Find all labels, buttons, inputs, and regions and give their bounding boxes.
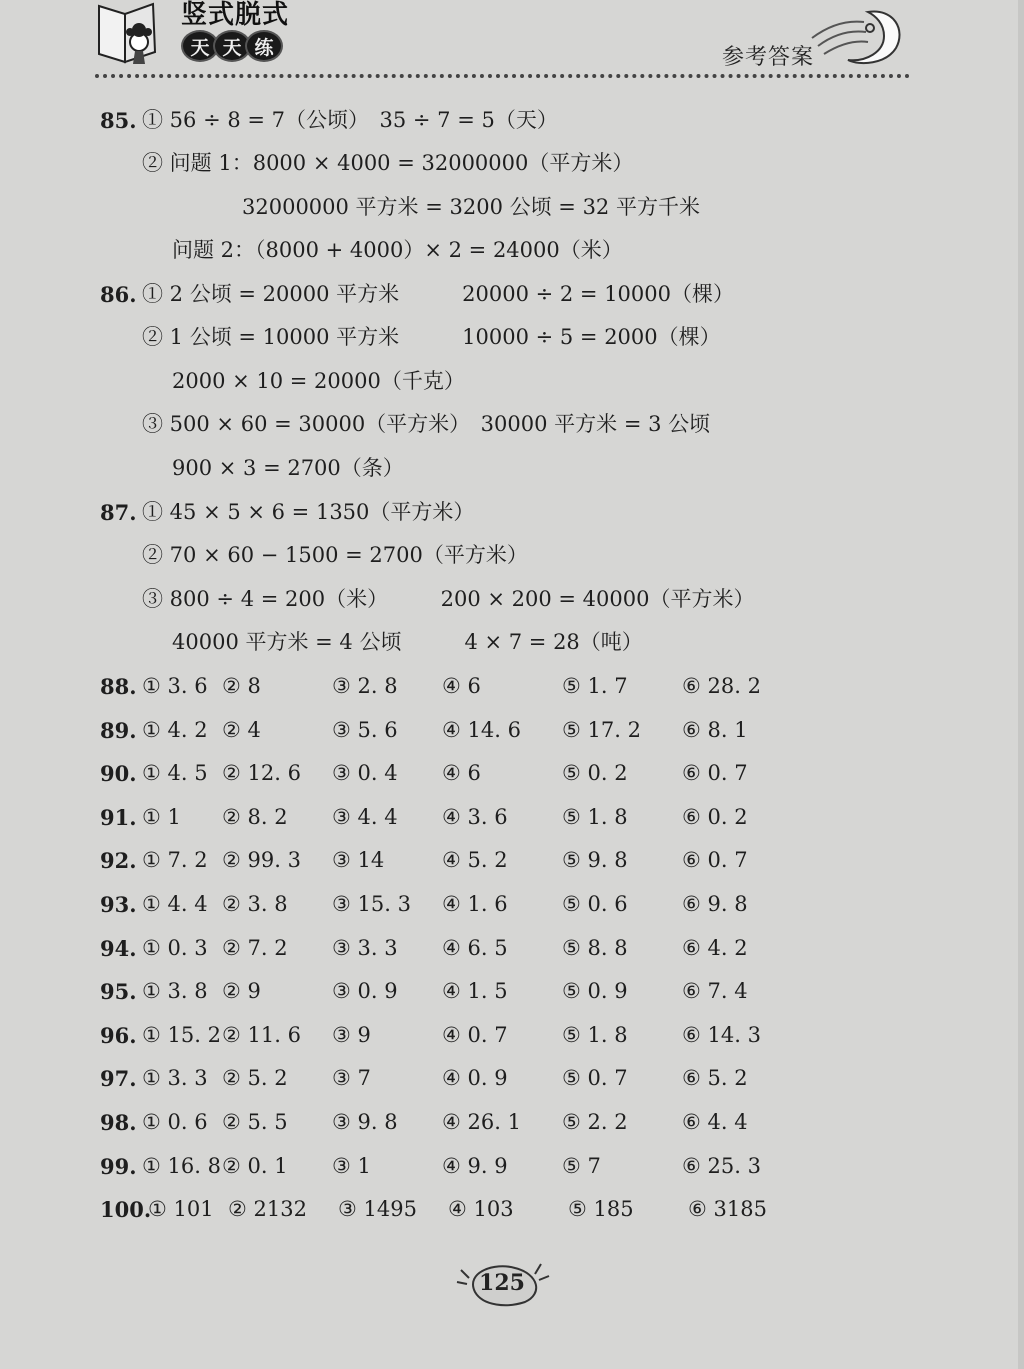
problem-number: 96. xyxy=(100,1023,137,1048)
answer-line: 900 × 3 = 2700（条） xyxy=(172,456,404,480)
answer-line: 问题 2：（8000 + 4000）× 2 = 24000（米） xyxy=(172,238,623,262)
moon-swirl-icon xyxy=(810,4,908,70)
problem-number: 99. xyxy=(100,1154,137,1179)
problem-number: 92. xyxy=(100,848,137,873)
subtitle-badge: 天 xyxy=(213,30,251,62)
answer-line: ③ 500 × 60 = 30000（平方米） 30000 平方米 = 3 公顷 xyxy=(142,412,711,436)
answer-item: ② 5. 5 xyxy=(222,1110,288,1134)
answer-line: 2000 × 10 = 20000（千克） xyxy=(172,369,465,393)
answer-item: ④ 6 xyxy=(442,674,481,698)
answer-line: 32000000 平方米 = 3200 公顷 = 32 平方千米 xyxy=(242,195,700,219)
answer-item: ③ 2. 8 xyxy=(332,674,398,698)
answer-item: ① 3. 6 xyxy=(142,674,208,698)
answer-item: ② 7. 2 xyxy=(222,936,288,960)
problem-number: 86. xyxy=(100,282,137,307)
answer-item: ⑥ 0. 2 xyxy=(682,805,748,829)
answer-item: ② 4 xyxy=(222,718,261,742)
answer-item: ⑤ 1. 8 xyxy=(562,805,628,829)
answer-item: ① 16. 8 xyxy=(142,1154,221,1178)
answer-item: ④ 0. 7 xyxy=(442,1023,508,1047)
answer-item: ③ 5. 6 xyxy=(332,718,398,742)
answer-item: ④ 1. 5 xyxy=(442,979,508,1003)
answer-line: ② 1 公顷 = 10000 平方米 10000 ÷ 5 = 2000（棵） xyxy=(142,325,721,349)
answer-item: ② 9 xyxy=(222,979,261,1003)
answer-item: ④ 26. 1 xyxy=(442,1110,521,1134)
answer-item: ③ 7 xyxy=(332,1066,371,1090)
answer-item: ② 5. 2 xyxy=(222,1066,288,1090)
answer-item: ⑤ 0. 6 xyxy=(562,892,628,916)
answer-item: ① 0. 3 xyxy=(142,936,208,960)
answer-item: ⑥ 0. 7 xyxy=(682,848,748,872)
answer-item: ① 4. 5 xyxy=(142,761,208,785)
answer-item: ① 3. 3 xyxy=(142,1066,208,1090)
answer-line: ② 问题 1：8000 × 4000 = 32000000（平方米） xyxy=(142,151,634,175)
answer-item: ② 12. 6 xyxy=(222,761,301,785)
problem-number: 98. xyxy=(100,1110,137,1135)
problem-number: 91. xyxy=(100,805,137,830)
answer-item: ⑤ 2. 2 xyxy=(562,1110,628,1134)
problem-number: 89. xyxy=(100,718,137,743)
answer-item: ⑤ 9. 8 xyxy=(562,848,628,872)
answer-item: ⑥ 8. 1 xyxy=(682,718,748,742)
answer-item: ⑤ 0. 9 xyxy=(562,979,628,1003)
answer-item: ⑥ 28. 2 xyxy=(682,674,761,698)
header-logo xyxy=(95,0,325,72)
answer-item: ⑤ 1. 8 xyxy=(562,1023,628,1047)
subtitle-badge: 天 xyxy=(181,30,219,62)
answer-item: ④ 6 xyxy=(442,761,481,785)
answer-item: ⑥ 14. 3 xyxy=(682,1023,761,1047)
answer-item: ⑥ 0. 7 xyxy=(682,761,748,785)
answer-item: ① 101 xyxy=(148,1197,214,1221)
problem-number: 95. xyxy=(100,979,137,1004)
answer-item: ① 4. 2 xyxy=(142,718,208,742)
problem-number: 88. xyxy=(100,674,137,699)
answer-item: ② 11. 6 xyxy=(222,1023,301,1047)
answer-line: ① 45 × 5 × 6 = 1350（平方米） xyxy=(142,500,475,524)
answer-item: ⑤ 7 xyxy=(562,1154,601,1178)
answer-item: ⑤ 8. 8 xyxy=(562,936,628,960)
problem-number: 90. xyxy=(100,761,137,786)
answer-item: ③ 1495 xyxy=(338,1197,417,1221)
answer-item: ④ 9. 9 xyxy=(442,1154,508,1178)
answer-item: ① 7. 2 xyxy=(142,848,208,872)
answer-item: ① 4. 4 xyxy=(142,892,208,916)
problem-number: 100. xyxy=(100,1197,152,1222)
book-girl-icon xyxy=(95,0,163,70)
answer-item: ③ 3. 3 xyxy=(332,936,398,960)
answer-item: ② 99. 3 xyxy=(222,848,301,872)
answer-line: ① 56 ÷ 8 = 7（公顷） 35 ÷ 7 = 5（天） xyxy=(142,108,558,132)
answer-item: ③ 9 xyxy=(332,1023,371,1047)
answer-item: ① 3. 8 xyxy=(142,979,208,1003)
answer-item: ③ 4. 4 xyxy=(332,805,398,829)
answer-item: ⑥ 3185 xyxy=(688,1197,767,1221)
problem-number: 97. xyxy=(100,1066,137,1091)
header-divider xyxy=(95,74,910,78)
answer-item: ② 8. 2 xyxy=(222,805,288,829)
answer-item: ⑥ 4. 4 xyxy=(682,1110,748,1134)
answer-item: ② 2132 xyxy=(228,1197,307,1221)
answer-item: ⑤ 0. 2 xyxy=(562,761,628,785)
answer-item: ⑥ 7. 4 xyxy=(682,979,748,1003)
answer-line: ① 2 公顷 = 20000 平方米 20000 ÷ 2 = 10000（棵） xyxy=(142,282,734,306)
answer-item: ③ 0. 9 xyxy=(332,979,398,1003)
answer-item: ④ 0. 9 xyxy=(442,1066,508,1090)
answer-item: ⑥ 9. 8 xyxy=(682,892,748,916)
problem-number: 85. xyxy=(100,108,137,133)
answer-item: ④ 14. 6 xyxy=(442,718,521,742)
problem-number: 94. xyxy=(100,936,137,961)
answer-line: ② 70 × 60 − 1500 = 2700（平方米） xyxy=(142,543,528,567)
problem-number: 87. xyxy=(100,500,137,525)
subtitle-badges xyxy=(181,30,277,62)
section-label: 参考答案 xyxy=(722,45,815,70)
answer-item: ① 0. 6 xyxy=(142,1110,208,1134)
answer-item: ⑤ 17. 2 xyxy=(562,718,641,742)
answer-item: ② 3. 8 xyxy=(222,892,288,916)
answer-item: ① 1 xyxy=(142,805,181,829)
answer-item: ② 0. 1 xyxy=(222,1154,288,1178)
answer-item: ④ 6. 5 xyxy=(442,936,508,960)
page-number: 125 xyxy=(479,1270,525,1296)
answer-item: ③ 0. 4 xyxy=(332,761,398,785)
problem-number: 93. xyxy=(100,892,137,917)
answer-item: ④ 1. 6 xyxy=(442,892,508,916)
page-edge xyxy=(1018,0,1024,1369)
answer-item: ⑥ 4. 2 xyxy=(682,936,748,960)
answer-item: ⑤ 0. 7 xyxy=(562,1066,628,1090)
answer-item: ⑤ 1. 7 xyxy=(562,674,628,698)
subtitle-badge: 练 xyxy=(245,30,283,62)
answer-item: ④ 103 xyxy=(448,1197,514,1221)
answer-item: ③ 14 xyxy=(332,848,385,872)
answer-item: ① 15. 2 xyxy=(142,1023,221,1047)
answer-item: ④ 5. 2 xyxy=(442,848,508,872)
answer-item: ③ 9. 8 xyxy=(332,1110,398,1134)
answer-item: ⑤ 185 xyxy=(568,1197,634,1221)
answer-item: ⑥ 5. 2 xyxy=(682,1066,748,1090)
series-title: 竖式脱式 xyxy=(181,0,290,30)
answer-line: 40000 平方米 = 4 公顷 4 × 7 = 28（吨） xyxy=(172,630,643,654)
answer-item: ③ 1 xyxy=(332,1154,371,1178)
answer-item: ⑥ 25. 3 xyxy=(682,1154,761,1178)
answer-item: ② 8 xyxy=(222,674,261,698)
answer-line: ③ 800 ÷ 4 = 200（米） 200 × 200 = 40000（平方米） xyxy=(142,587,755,611)
answer-item: ④ 3. 6 xyxy=(442,805,508,829)
answer-item: ③ 15. 3 xyxy=(332,892,411,916)
